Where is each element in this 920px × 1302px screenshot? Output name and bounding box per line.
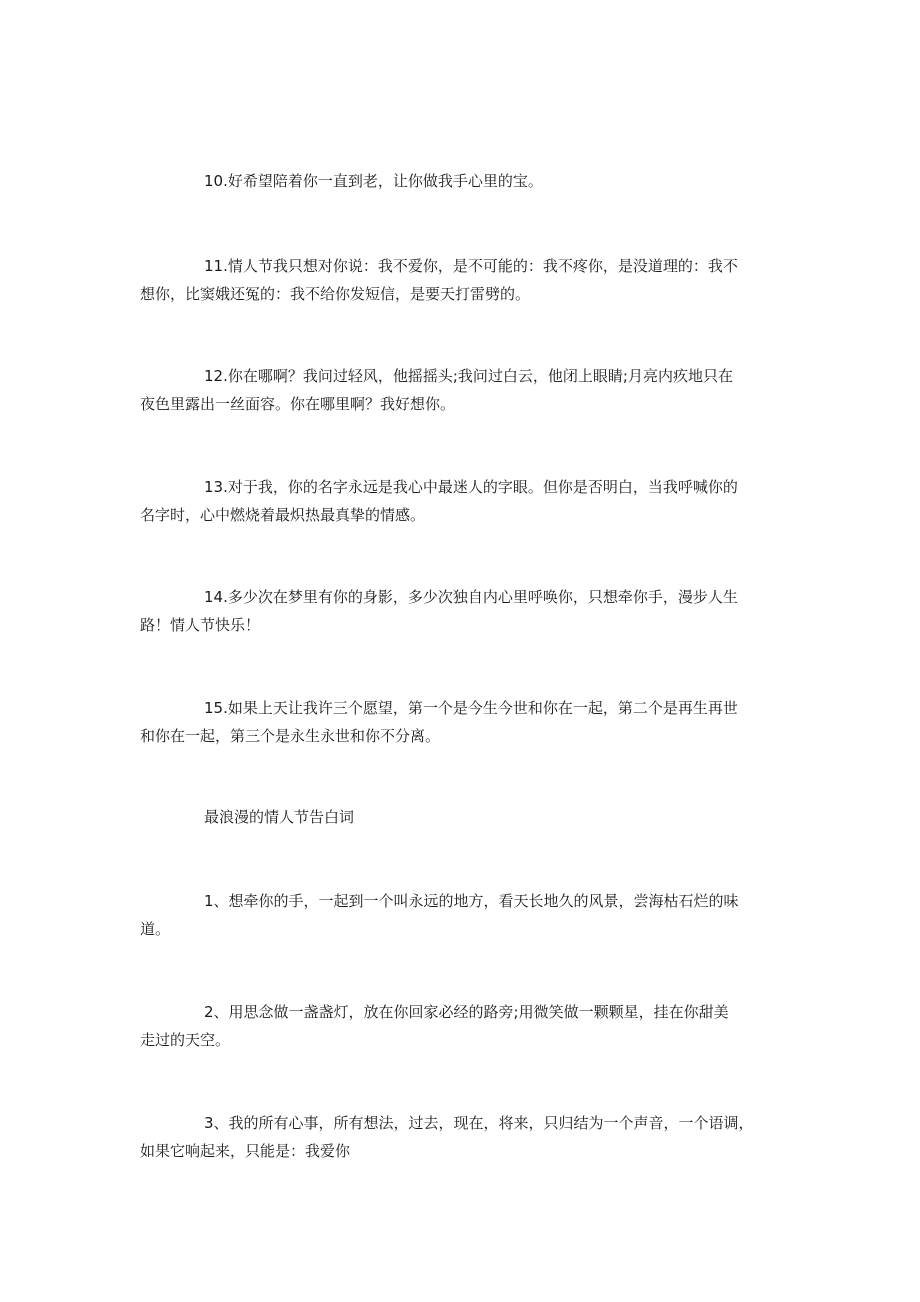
paragraph-line: 和你在一起，第三个是永生永世和你不分离。 [140,727,441,745]
paragraph-line: 想你，比窦娥还冤的：我不给你发短信，是要天打雷劈的。 [140,285,531,303]
paragraph-line: 1、想牵你的手，一起到一个叫永远的地方，看天长地久的风景，尝海枯石烂的味 [204,892,739,910]
paragraph-line: 夜色里露出一丝面容。你在哪里啊？我好想你。 [140,395,456,413]
paragraph-line: 路！情人节快乐！ [140,616,261,634]
paragraph-15 [140,694,790,750]
section-heading-text: 最浪漫的情人节告白词 [204,808,355,826]
section-item-1 [140,887,790,943]
paragraph-14 [140,583,790,639]
section-item-3 [140,1109,790,1165]
paragraph-10 [140,167,790,195]
paragraph-12 [140,362,790,418]
paragraph-11 [140,252,790,308]
paragraph-line: 走过的天空。 [140,1031,231,1049]
paragraph-line: 3、我的所有心事，所有想法，过去，现在，将来，只归结为一个声音，一个语调， [204,1114,754,1132]
paragraph-line: 13.对于我，你的名字永远是我心中最迷人的字眼。但你是否明白，当我呼喊你的 [204,478,738,496]
paragraph-line: 12.你在哪啊？我问过轻风，他摇摇头;我问过白云，他闭上眼睛;月亮内疚地只在 [204,367,733,385]
paragraph-line: 10.好希望陪着你一直到老，让你做我手心里的宝。 [204,172,543,190]
paragraph-line: 15.如果上天让我许三个愿望，第一个是今生今世和你在一起，第二个是再生再世 [204,699,738,717]
paragraph-line: 11.情人节我只想对你说：我不爱你，是不可能的：我不疼你，是没道理的：我不 [204,257,738,275]
paragraph-13 [140,473,790,529]
section-item-2 [140,998,790,1054]
paragraph-line: 如果它响起来，只能是：我爱你 [140,1142,351,1160]
section-heading [140,803,790,831]
paragraph-line: 14.多少次在梦里有你的身影，多少次独自内心里呼唤你，只想牵你手，漫步人生 [204,588,738,606]
paragraph-line: 道。 [140,920,171,938]
paragraph-line: 名字时，心中燃烧着最炽热最真挚的情感。 [140,506,426,524]
paragraph-line: 2、用思念做一盏盏灯，放在你回家必经的路旁;用微笑做一颗颗星，挂在你甜美 [204,1003,729,1021]
